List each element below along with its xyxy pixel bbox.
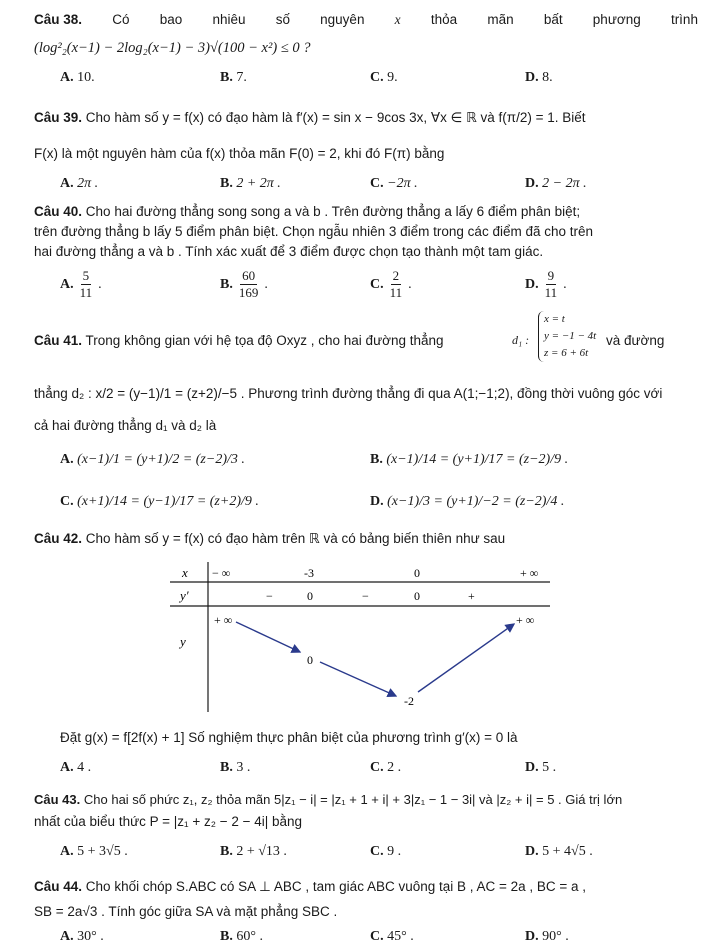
variation-table	[170, 562, 550, 712]
table-x-val-3: + ∞	[520, 566, 539, 580]
q43-option-b[interactable]: B. 2 + √13 .	[220, 844, 287, 859]
table-y-val-1: 0	[307, 653, 313, 667]
table-y-label: y	[180, 634, 186, 649]
table-yp-val-0: −	[266, 589, 273, 603]
q44-option-d[interactable]: D. 90° .	[525, 929, 569, 944]
table-yp-val-1: 0	[307, 589, 313, 603]
q38-label: Câu 38.	[34, 12, 83, 27]
q44-option-b[interactable]: B. 60° .	[220, 929, 263, 944]
table-yp-val-4: +	[468, 589, 475, 603]
table-x-val-0: − ∞	[212, 566, 231, 580]
q39-line2: F(x) là một nguyên hàm của f(x) thỏa mãn F(0) = 2, khi đó F(π) bằng	[34, 146, 445, 161]
q39-option-c[interactable]: C. −2π .	[370, 176, 418, 191]
q40-option-b[interactable]: B. 60 169 .	[220, 268, 268, 300]
q42-option-a[interactable]: A. 4 .	[60, 760, 92, 775]
q41-d1-name: d₁ :	[512, 333, 530, 347]
q41-system: x = t y = −1 − 4t z = 6 + 6t	[538, 311, 596, 362]
q44-line1: Câu 44. Cho khối chóp S.ABC có SA ⊥ ABC , tam giác ABC vuông tại B , AC = 2a , BC = a ,	[34, 879, 587, 894]
q42-option-b[interactable]: B. 3 .	[220, 760, 251, 775]
q41-option-d[interactable]: D. (x−1)/3 = (y+1)/−2 = (z−2)/4 .	[370, 494, 565, 509]
q43-option-d[interactable]: D. 5 + 4√5 .	[525, 844, 593, 859]
q44-option-a[interactable]: A. 30° .	[60, 929, 104, 944]
q38-option-d[interactable]: D. 8.	[525, 70, 553, 85]
q43-option-c[interactable]: C. 9 .	[370, 844, 402, 859]
q40-line1: Câu 40. Cho hai đường thẳng song song a và b . Trên đường thẳng a lấy 6 điểm phân biệt;	[34, 204, 581, 219]
q43-line2: nhất của biểu thức P = |z₁ + z₂ − 2 − 4i| bằng	[34, 814, 303, 829]
q39-option-a[interactable]: A. 2π .	[60, 176, 99, 191]
q44-option-c[interactable]: C. 45° .	[370, 929, 414, 944]
q42-option-d[interactable]: D. 5 .	[525, 760, 557, 775]
table-y-val-0: + ∞	[214, 613, 233, 627]
q43-option-a[interactable]: A. 5 + 3√5 .	[60, 844, 128, 859]
q40-option-a[interactable]: A. 5 11 .	[60, 268, 102, 300]
table-arrow-down-2	[320, 662, 396, 696]
q42-line1: Câu 42. Cho hàm số y = f(x) có đạo hàm trên ℝ và có bảng biến thiên như sau	[34, 531, 506, 546]
table-arrow-down	[236, 622, 300, 652]
q39-option-d[interactable]: D. 2 − 2π .	[525, 176, 587, 191]
q41-option-c[interactable]: C. (x+1)/14 = (y−1)/17 = (z+2)/9 .	[60, 494, 259, 509]
q38-formula: (log²₂(x−1) − 2log₂(x−1) − 3)√(100 − x²) ≤ 0 ?	[34, 40, 311, 56]
q40-line3: hai đường thẳng a và b . Tính xác xuất để 3 điểm được chọn tạo thành một tam giác.	[34, 244, 544, 259]
q38-option-a[interactable]: A. 10.	[60, 70, 95, 85]
q42-line2: Đặt g(x) = f[2f(x) + 1] Số nghiệm thực phân biệt của phương trình g′(x) = 0 là	[60, 730, 518, 745]
q42-option-c[interactable]: C. 2 .	[370, 760, 402, 775]
q38-line1: Câu 38. Có bao nhiêu số nguyên x thỏa mãn bất phương trình	[34, 12, 698, 27]
q41-option-b[interactable]: B. (x−1)/14 = (y+1)/17 = (z−2)/9 .	[370, 452, 569, 467]
table-yp-val-2: −	[362, 589, 369, 603]
table-yp-label: y′	[180, 588, 189, 603]
q41-line1: Câu 41. Trong không gian với hệ tọa độ Oxyz , cho hai đường thẳng	[34, 333, 444, 348]
table-x-label: x	[182, 565, 188, 580]
q39-option-b[interactable]: B. 2 + 2π .	[220, 176, 281, 191]
table-yp-val-3: 0	[414, 589, 420, 603]
q41-line2: thẳng d₂ : x/2 = (y−1)/1 = (z+2)/−5 . Phương trình đường thẳng đi qua A(1;−1;2), đồng thời vuông góc với	[34, 386, 663, 401]
table-x-val-1: -3	[304, 566, 314, 580]
q38-option-b[interactable]: B. 7.	[220, 70, 247, 85]
table-arrow-up	[418, 624, 514, 692]
q39-line1: Câu 39. Cho hàm số y = f(x) có đạo hàm là f′(x) = sin x − 9cos 3x, ∀x ∈ ℝ và f(π/2) = 1. Biết	[34, 110, 586, 125]
table-y-val-3: + ∞	[516, 613, 535, 627]
q40-option-d[interactable]: D. 9 11 .	[525, 268, 567, 300]
q43-line1: Câu 43. Cho hai số phức z₁, z₂ thỏa mãn 5|z₁ − i| = |z₁ + 1 + i| + 3|z₁ − 1 − 3i| và |z₂ + i| = 5 . Giá trị lớn	[34, 792, 623, 807]
q41-line3: cả hai đường thẳng d₁ và d₂ là	[34, 418, 217, 433]
q40-option-c[interactable]: C. 2 11 .	[370, 268, 412, 300]
table-y-val-2: -2	[404, 694, 414, 708]
q41-option-a[interactable]: A. (x−1)/1 = (y+1)/2 = (z−2)/3 .	[60, 452, 245, 467]
table-x-val-2: 0	[414, 566, 420, 580]
q38-option-c[interactable]: C. 9.	[370, 70, 398, 85]
q40-line2: trên đường thẳng b lấy 5 điểm phân biệt. Chọn ngẫu nhiên 3 điểm trong các điểm đã cho trên	[34, 224, 593, 239]
q44-line2: SB = 2a√3 . Tính góc giữa SA và mặt phẳng SBC .	[34, 904, 338, 919]
q41-line1b: và đường	[606, 333, 665, 348]
